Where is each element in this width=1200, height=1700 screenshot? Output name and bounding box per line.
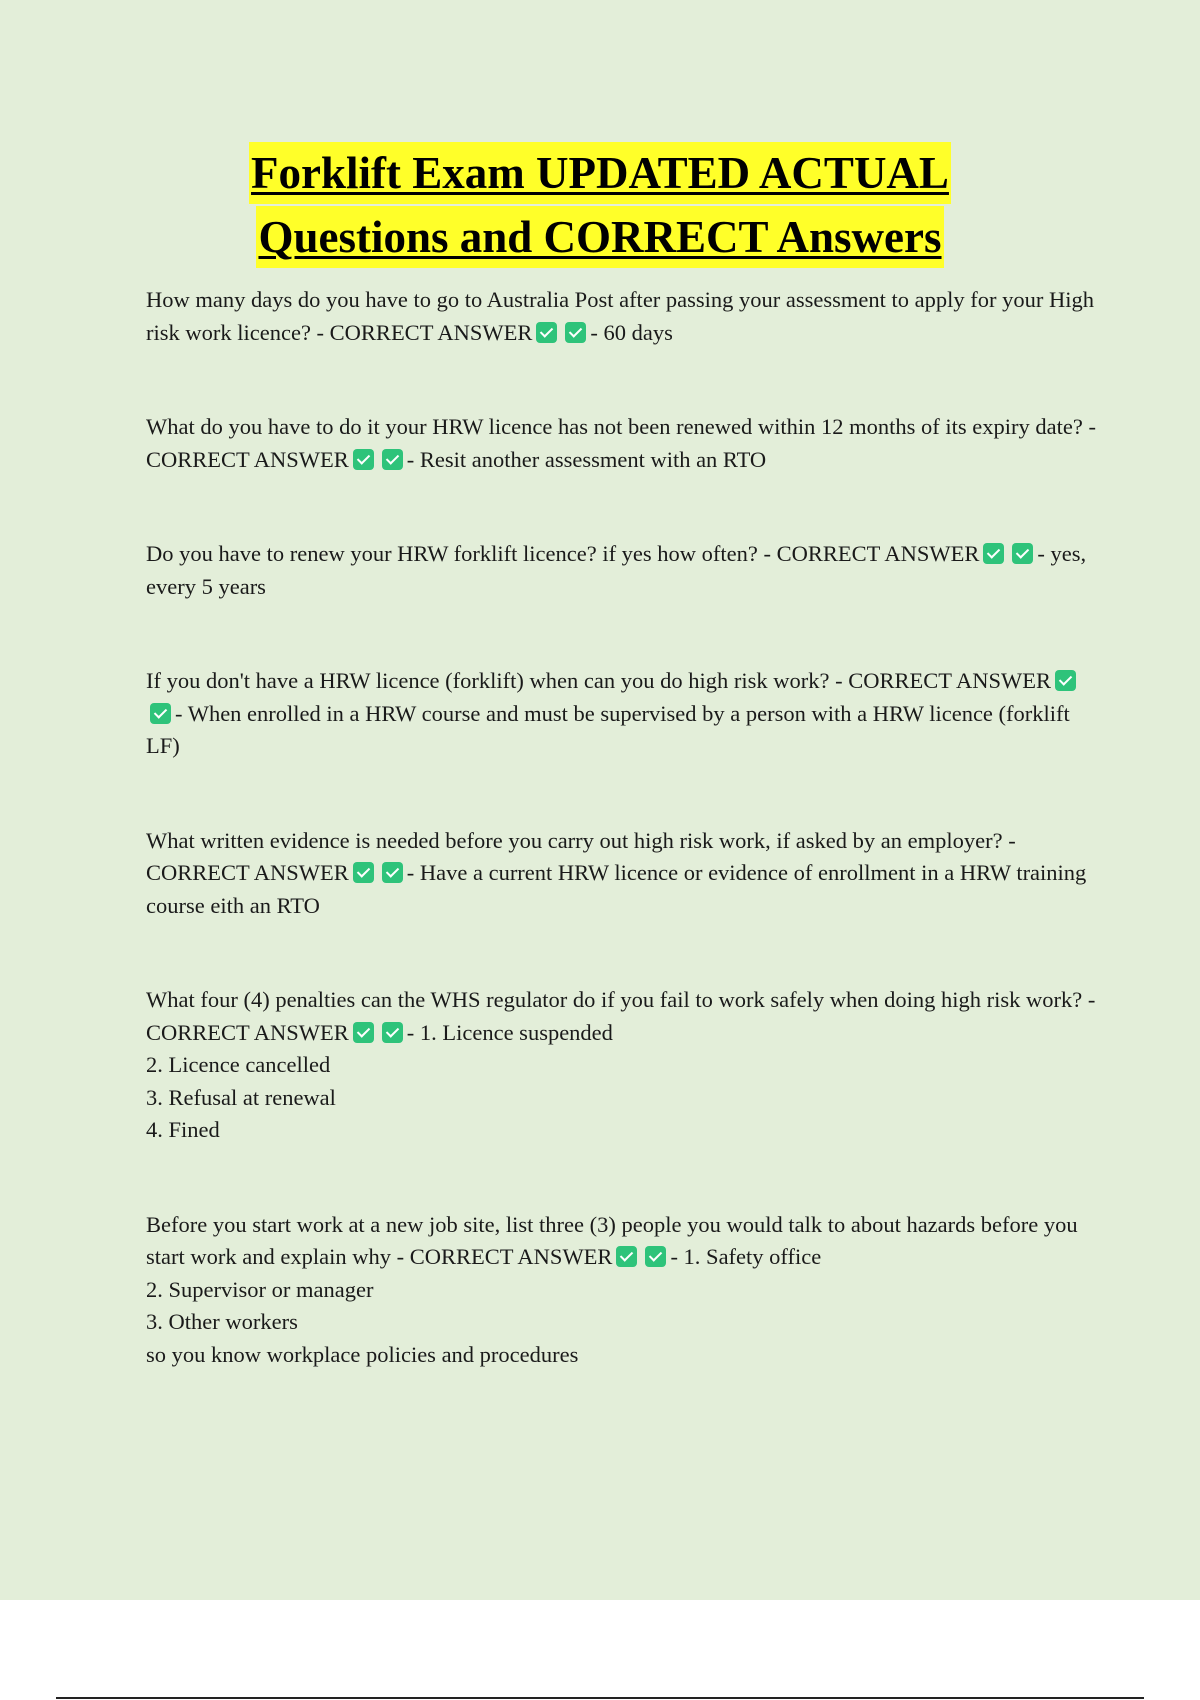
question-text: If you don't have a HRW licence (forklift) when can you do high risk work? - [146,668,849,693]
answer-text: - 1. Safety office [670,1244,822,1269]
question-text: What four (4) penalties can the WHS regulator do if you fail to work safely when doing high risk work? - [146,987,1096,1012]
answer-text: - Have a current HRW licence or evidence of enrollment in a HRW training course eith an RTO [146,860,1087,918]
qa-paragraph [146,1209,1096,1274]
qa-paragraph [146,984,1096,1049]
check-box-icon [353,862,374,883]
correct-answer-label: CORRECT ANSWER [146,860,349,885]
answer-list-line: 2. Licence cancelled [146,1052,331,1077]
answer-list-line: so you know workplace policies and procedures [146,1341,579,1367]
check-box-icon [1012,543,1033,564]
qa-item [146,538,1096,603]
answer-text: - When enrolled in a HRW course and must be supervised by a person with a HRW licence (forklift LF) [146,700,1070,758]
qa-paragraph [146,665,1096,763]
check-box-icon [565,322,586,343]
qa-list [146,284,1096,1433]
title-line-1: Forklift Exam UPDATED ACTUAL [249,142,951,204]
qa-item [146,665,1096,763]
check-box-icon [536,322,557,343]
qa-item [146,411,1096,476]
check-box-icon [382,1022,403,1043]
answer-text: - 1. Licence suspended [406,1019,613,1045]
check-box-icon [382,862,403,883]
question-text: How many days do you have to go to Australia Post after passing your assessment to apply for your High risk work licence? - [146,287,1094,345]
answer-text: - 60 days [590,319,673,345]
check-box-icon [353,1022,374,1043]
qa-item [146,825,1096,923]
correct-answer-label: CORRECT ANSWER [329,319,533,345]
answer-text: - Resit another assessment with an RTO [406,446,767,472]
correct-answer-label: CORRECT ANSWER [848,668,1051,693]
qa-paragraph [146,538,1096,603]
question-text: What do you have to do it your HRW licence has not been renewed within 12 months of its expiry date? - [146,414,1096,439]
check-box-icon [353,449,374,470]
qa-item [146,284,1096,349]
correct-answer-label: CORRECT ANSWER [146,446,349,472]
footer-divider [56,1697,1144,1699]
qa-paragraph [146,284,1096,349]
answer-list-line: 4. Fined [146,1117,220,1142]
qa-paragraph [146,411,1096,476]
correct-answer-label: CORRECT ANSWER [146,1019,349,1045]
qa-paragraph [146,825,1096,923]
title-line-2: Questions and CORRECT Answers [256,206,943,268]
answer-text: - yes, every 5 years [146,541,1087,599]
check-box-icon [645,1246,666,1267]
question-text: Do you have to renew your HRW forklift licence? if yes how often? - [146,541,777,566]
answer-list-line: 3. Refusal at renewal [146,1084,336,1110]
check-box-icon [382,449,403,470]
check-box-icon [150,703,171,724]
check-box-icon [1055,670,1076,691]
qa-item [146,1209,1096,1372]
document-title [0,142,1200,270]
answer-list-line: 2. Supervisor or manager [146,1276,374,1302]
check-box-icon [616,1246,637,1267]
question-text: What written evidence is needed before you carry out high risk work, if asked by an employer? - [146,827,1016,853]
answer-list-line: 3. Other workers [146,1309,298,1334]
qa-item [146,984,1096,1147]
check-box-icon [983,543,1004,564]
correct-answer-label: CORRECT ANSWER [776,541,980,566]
question-text: Before you start work at a new job site, list three (3) people you would talk to about hazards before you start work and explain why - [146,1211,1078,1269]
correct-answer-label: CORRECT ANSWER [409,1244,613,1269]
